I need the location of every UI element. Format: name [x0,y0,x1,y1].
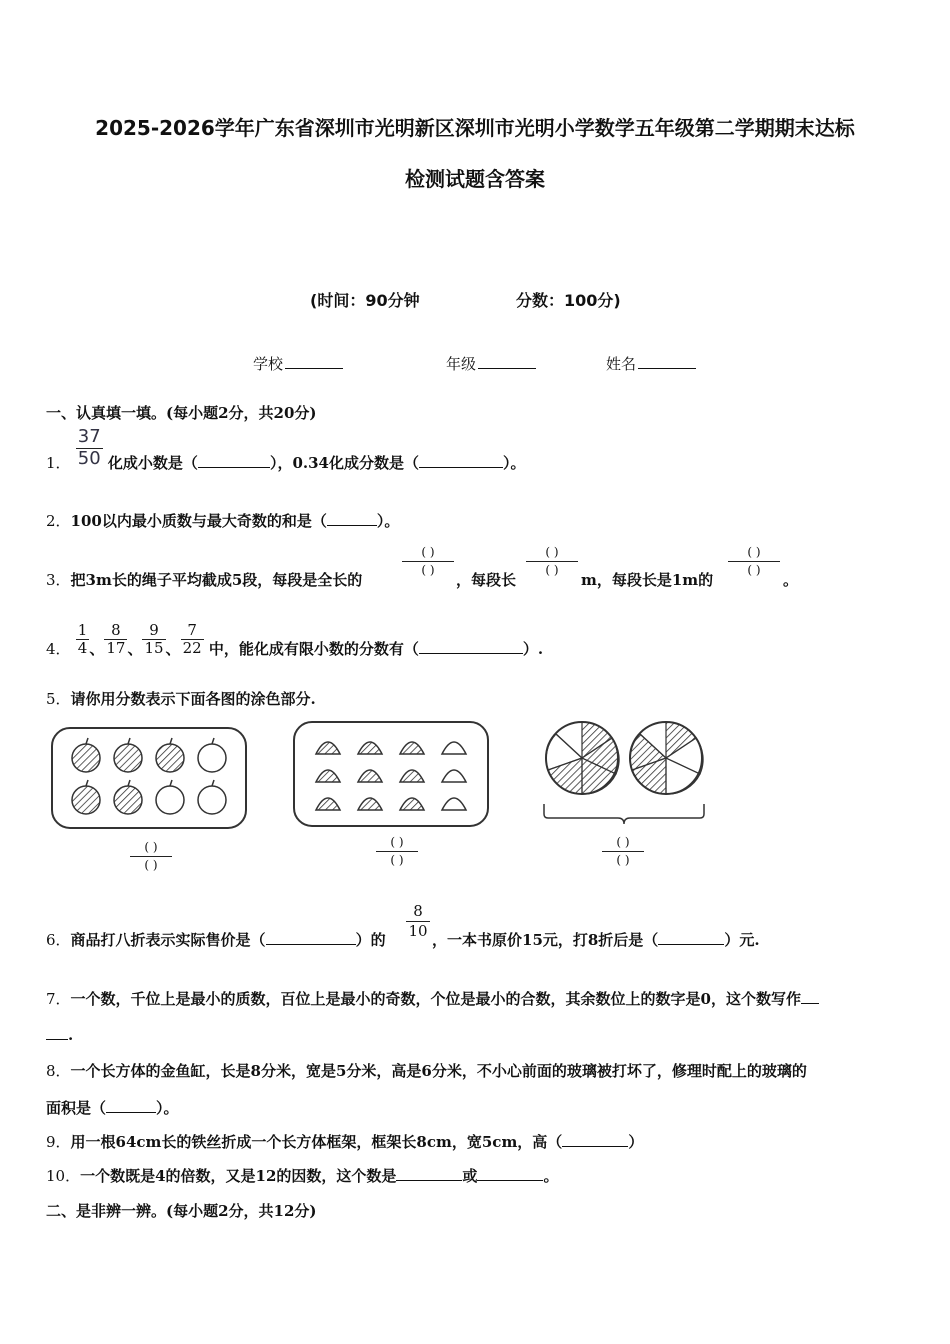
q8-text-c: ）。 [156,1099,179,1117]
q6-frac-num: 8 [413,902,423,920]
q1-frac-den: 50 [77,448,101,469]
q4-text-a: 中，能化成有限小数的分数有（ [208,640,419,658]
q7-answer-part1[interactable] [801,989,819,1004]
q2-answer[interactable] [327,511,377,526]
q6-frac-den: 10 [406,921,430,941]
q5-a3-den[interactable]: ( ) [602,851,644,869]
grade-field[interactable] [446,352,536,374]
q6-text-a: 商品打八折表示实际售价是（ [70,931,266,949]
q6-text-d: ）元. [724,931,760,949]
q2-text-b: ）。 [376,512,400,530]
q10-text-b: 或 [462,1167,478,1185]
name-field[interactable] [606,352,696,374]
brace-icon [544,804,704,824]
q4-text-b: ）. [522,640,544,658]
question-9 [46,1131,643,1152]
q1-text-b: ），0.34化成分数是（ [269,454,419,472]
q3-text-d: 。 [783,571,799,589]
q4-number: 4． [46,640,71,658]
question-5 [46,688,316,709]
q5-figures [44,716,924,896]
q6-text-c: ，一本书原价15元，打8折后是（ [432,931,659,949]
q10-text-c: 。 [543,1167,559,1185]
question-10 [46,1165,558,1186]
q3-text-a: 把3m长的绳子平均截成5段，每段是全长的 [70,571,363,589]
q3-frac1-den[interactable]: ( ) [402,561,454,579]
q2-text-a: 100以内最小质数与最大奇数的和是（ [70,512,327,530]
question-4 [46,620,543,659]
q1-number: 1． [46,454,71,472]
q1-text-a: 化成小数是（ [107,454,198,472]
q4-f3-den: 15 [144,639,164,657]
q9-answer[interactable] [562,1132,628,1147]
q5-a2-den[interactable]: ( ) [376,851,418,869]
q1-answer-1[interactable] [198,453,270,468]
question-8 [46,1060,807,1081]
q8-text-a: 一个长方体的金鱼缸，长是8分米，宽是5分米，高是6分米，不小心前面的玻璃被打坏了，修理时配上的玻璃的 [70,1062,807,1080]
question-2 [46,510,399,531]
q1-text-c: ）。 [502,454,526,472]
q3-text-c: m，每段长是1m的 [581,571,714,589]
exam-score: 分数：100分) [516,291,621,310]
q1-fraction [76,427,103,469]
q5-answer-2[interactable] [376,834,418,869]
q4-fraction-2 [104,622,127,658]
q6-number: 6． [46,931,71,949]
q3-frac2-den[interactable]: ( ) [526,561,578,579]
doc-title-line2: 检测试题含答案 [405,167,545,191]
q4-f4-den: 22 [182,639,202,657]
q5-number: 5． [46,690,71,708]
school-label: 学校 [253,355,284,373]
q4-f1-num: 1 [77,620,88,639]
q10-answer-2[interactable] [477,1166,543,1181]
q3-number: 3． [46,571,71,589]
peach-box-figure [294,722,488,826]
q6-rest [432,929,760,950]
doc-title-line1: 2025-2026学年广东省深圳市光明新区深圳市光明小学数学五年级第二学期期末达标 [95,116,855,140]
q10-number: 10． [46,1167,81,1185]
q7-number: 7． [46,990,71,1008]
q4-fraction-3 [142,622,165,658]
question-7 [46,988,819,1009]
q5-a1-den[interactable]: ( ) [130,856,172,874]
q6-text-b: ）的 [355,931,386,949]
q5-answer-3[interactable] [602,834,644,869]
q10-answer-1[interactable] [396,1166,462,1181]
q4-f1-den: 4 [77,639,88,657]
section1-heading: 一、认真填一填。(每小题2分，共20分) [46,404,317,422]
q5-a3-num[interactable]: ( ) [616,835,630,849]
q5-text: 请你用分数表示下面各图的涂色部分. [70,690,316,708]
q3-blank-fraction-3[interactable] [728,544,780,579]
apple-box-figure [52,728,246,828]
q5-answer-1[interactable] [130,839,172,874]
q4-f2-num: 8 [111,620,121,639]
name-blank[interactable] [638,352,696,369]
q2-number: 2． [46,512,71,530]
q7-text-end: . [68,1026,74,1044]
q4-answer[interactable] [419,639,523,654]
question-6 [46,929,386,950]
q3-frac3-num[interactable]: ( ) [747,545,761,559]
q8-number: 8． [46,1062,71,1080]
q7-line2 [46,1025,73,1044]
q3-blank-fraction-1[interactable] [402,544,454,579]
q3-text-b: ，每段长 [456,571,517,589]
q8-line2 [46,1097,179,1118]
q9-number: 9． [46,1133,71,1151]
q1-frac-num: 37 [77,426,101,448]
q3-frac1-num[interactable]: ( ) [421,545,435,559]
q4-f2-den: 17 [106,639,126,657]
q3-blank-fraction-2[interactable] [526,544,578,579]
q4-sep-1: 、 [89,640,105,658]
q7-answer-part2[interactable] [46,1025,68,1040]
question-3 [46,569,362,590]
name-label: 姓名 [606,355,637,373]
q3-frac2-num[interactable]: ( ) [545,545,559,559]
q5-a1-num[interactable]: ( ) [144,840,158,854]
circles-figure [544,722,704,824]
q4-f4-num: 7 [187,620,197,639]
q7-text: 一个数，千位上是最小的质数，百位上是最小的奇数，个位是最小的合数，其余数位上的数字是0，这个数写作 [70,990,801,1008]
q10-text-a: 一个数既是4的倍数，又是12的因数，这个数是 [80,1167,397,1185]
q9-text-b: ） [628,1133,644,1151]
q4-f3-num: 9 [149,620,159,639]
q4-fraction-1 [76,622,90,658]
q6-answer-1[interactable] [266,930,356,945]
q5-a2-num[interactable]: ( ) [390,835,404,849]
q8-text-b: 面积是（ [46,1099,107,1117]
school-field[interactable] [253,352,343,374]
apple-icon [72,738,226,814]
q9-text-a: 用一根64cm长的铁丝折成一个长方体框架，框架长8cm，宽5cm，高（ [70,1133,563,1151]
school-blank[interactable] [285,352,343,369]
grade-blank[interactable] [478,352,536,369]
grade-label: 年级 [446,355,477,373]
q1-answer-2[interactable] [419,453,503,468]
q4-sep-2: 、 [127,640,143,658]
exam-time: (时间：90分钟 [310,291,420,310]
q6-answer-2[interactable] [658,930,724,945]
question-1 [46,424,526,473]
section2-heading: 二、是非辨一辨。(每小题2分，共12分) [46,1202,317,1220]
q4-fraction-4 [181,622,204,658]
q8-answer[interactable] [106,1098,156,1113]
peach-icon [316,742,466,810]
q4-sep-3: 、 [165,640,181,658]
q3-frac3-den[interactable]: ( ) [728,561,780,579]
q6-fraction [406,902,430,941]
